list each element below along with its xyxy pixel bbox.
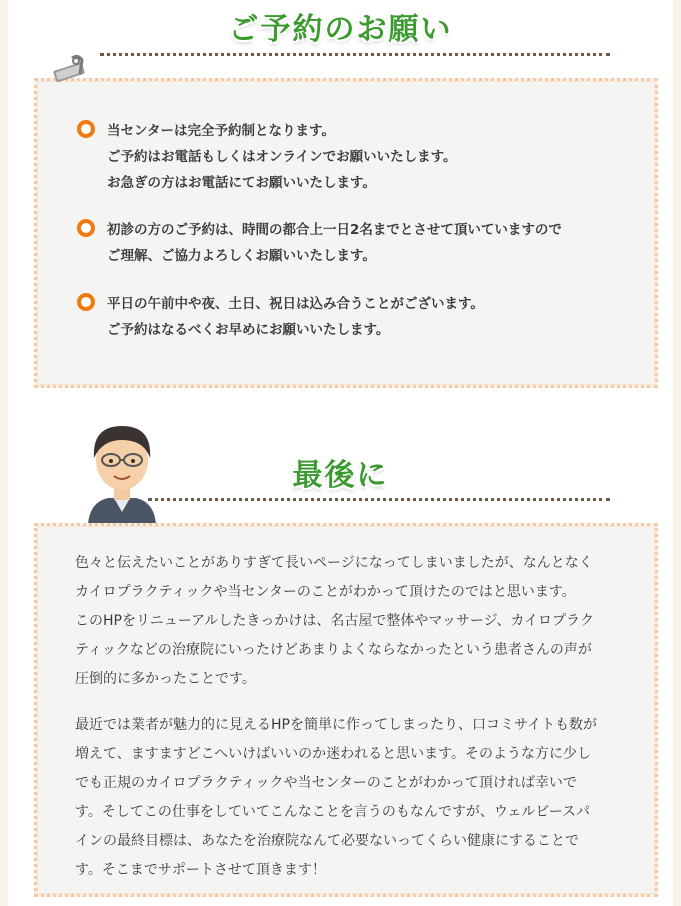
reservation-item: [77, 291, 637, 343]
orange-ring-bullet-icon: [77, 120, 95, 138]
reservation-item-text: 初診の方のご予約は、時間の都合上一日2名までとさせて頂いていますので ご理解、ご協力よろしくお願いいたします。: [107, 222, 562, 264]
reservation-item: [77, 118, 637, 196]
reservation-item-text: 平日の午前中や夜、土日、祝日は込み合うことがございます。 ご予約はなるべくお早めにお願いいたします。: [107, 296, 484, 338]
reservation-item: [77, 217, 637, 269]
closing-box: [34, 523, 658, 897]
closing-paragraph: 最近では業者が魅力的に見えるHPを簡単に作ってしまったり、口コミサイトも数が 増えて、ますますどこへいけばいいのか迷われると思います。そのような方に少し でも正規のカイロプラクティックや当センターのことがわかって頂ければ幸いで す。そしてこの仕事をしていてこんなことを言うのもなんですが、ウェルビースパ インの最終目標は、あなたを治療院なんて必要ないってくらい健康にすることで す。そこまでサポートさせて頂きます！: [75, 717, 597, 878]
reservation-item-text: 当センターは完全予約制となります。 ご予約はお電話もしくはオンラインでお願いいたします。 お急ぎの方はお電話にてお願いいたします。: [107, 123, 457, 191]
closing-paragraph: 色々と伝えたいことがありすぎて長いページになってしまいましたが、なんとなく カイロプラクティックや当センターのことがわかって頂けたのではと思います。 このHPをリニューアルしたきっかけは、名古屋で整体やマッサージ、カイロプラク ティックなどの治療院にいったけどあまりよくならなかったという患者さんの声が 圧倒的に多かったことです。: [75, 555, 595, 687]
orange-ring-bullet-icon: [77, 219, 95, 237]
paper-clip-icon: [50, 52, 98, 90]
closing-title: 最後に: [292, 458, 389, 493]
reservation-title: ご予約のお願い: [228, 12, 453, 47]
title-divider: [148, 498, 610, 501]
orange-ring-bullet-icon: [77, 293, 95, 311]
title-divider: [100, 53, 610, 56]
reservation-box: [34, 78, 658, 388]
page: [8, 0, 673, 906]
